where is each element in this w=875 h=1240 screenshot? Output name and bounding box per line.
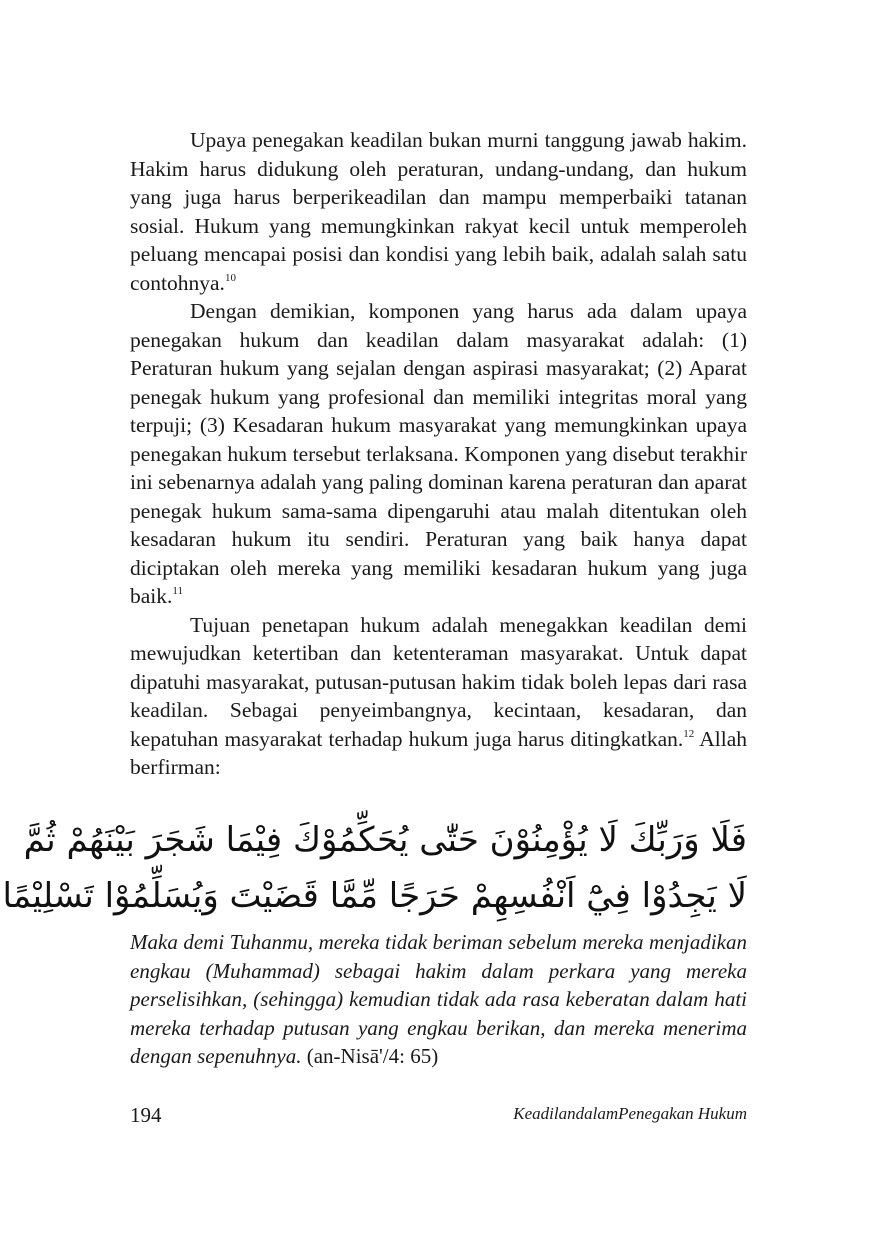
verse-line-2: لَا يَجِدُوْا فِيْٓ اَنْفُسِهِمْ حَرَجًا مِّمَّا قَضَيْتَ وَيُسَلِّمُوْا تَسْلِيْمًا [2,876,747,916]
paragraph-1 [130,126,747,297]
paragraph-text: Dengan demikian, komponen yang harus ada dalam upaya penegakan hukum dan keadilan dalam masyarakat adalah: (1) Peraturan hukum yang sejalan dengan aspirasi masyarakat; (2) Aparat penegak hukum yang profesional dan memiliki integritas moral yang terpuji; (3) Kesadaran hukum masyarakat yang memungkinkan upaya penegakan hukum tersebut terlaksana. Komponen yang disebut terakhir ini sebenarnya adalah yang paling dominan karena peraturan dan aparat penegak hukum sama-sama dipengaruhi atau malah ditentukan oleh kesadaran hukum itu sendiri. Peraturan yang baik hanya dapat diciptakan oleh mereka yang memiliki kesadaran hukum yang juga baik. [130,299,747,608]
verse-translation [130,928,747,1071]
body-text [130,126,747,782]
paragraph-2 [130,297,747,611]
paragraph-tail: Allah berfirman: [130,726,747,779]
footnote-marker[interactable]: 10 [224,271,236,284]
running-head: KeadilandalamPenegakan Hukum [513,1104,747,1123]
footnote-marker[interactable]: 12 [683,727,695,740]
verse-reference: (an-Nisā'/4: 65) [306,1044,439,1068]
footnote-marker[interactable]: 11 [172,585,183,597]
verse-line-1: فَلَا وَرَبِّكَ لَا يُؤْمِنُوْنَ حَتّٰى يُحَكِّمُوْكَ فِيْمَا شَجَرَ بَيْنَهُمْ ثُمَّ [23,820,747,860]
page-number: 194 [130,1103,162,1127]
paragraph-text: Upaya penegakan keadilan bukan murni tanggung jawab hakim. Hakim harus didukung oleh peraturan, undang-undang, dan hukum yang juga harus berperikeadilan dan mampu memperbaiki tatanan sosial. Hukum yang memungkinkan rakyat kecil untuk memperoleh peluang mencapai posisi dan kondisi yang lebih baik, adalah salah satu contohnya. [130,128,747,295]
paragraph-3 [130,611,747,782]
paragraph-text: Tujuan penetapan hukum adalah menegakkan keadilan demi mewujudkan ketertiban dan ketenteraman masyarakat. Untuk dapat dipatuhi masyarakat, putusan-putusan hakim tidak boleh lepas dari rasa keadilan. Sebagai penyeimbangnya, kecintaan, kesadaran, dan kepatuhan masyarakat terhadap hukum juga harus ditingkatkan. [130,612,747,751]
translation-text: Maka demi Tuhanmu, mereka tidak beriman sebelum mereka menjadikan engkau (Muhammad) sebagai hakim dalam perkara yang mereka perselisihkan, (sehingga) kemudian tidak ada rasa keberatan dalam hati mereka terhadap putusan yang engkau berikan, dan mereka menerima dengan sepenuhnya. [130,930,747,1068]
quran-verse [2,812,747,924]
